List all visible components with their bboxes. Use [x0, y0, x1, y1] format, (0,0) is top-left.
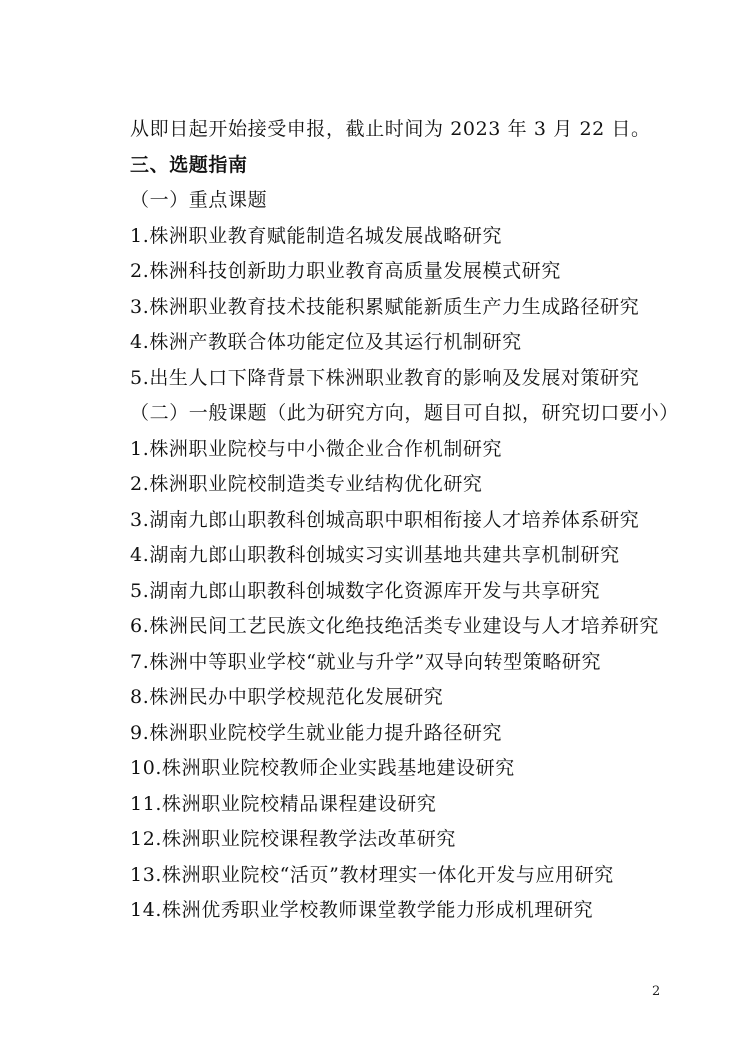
general-topic-item: 5.湖南九郎山职教科创城数字化资源库开发与共享研究 [130, 579, 601, 602]
general-topic-item: 10.株洲职业院校教师企业实践基地建设研究 [130, 757, 515, 779]
general-topic-item: 13.株洲职业院校“活页”教材理实一体化开发与应用研究 [130, 863, 614, 886]
general-topic-item: 6.株洲民间工艺民族文化绝技绝活类专业建设与人才培养研究 [130, 615, 659, 637]
general-topic-item: 7.株洲中等职业学校“就业与升学”双导向转型策略研究 [130, 650, 602, 673]
key-topic-item: 5.出生人口下降背景下株洲职业教育的影响及发展对策研究 [130, 366, 640, 389]
general-topic-item: 12.株洲职业院校课程教学法改革研究 [130, 828, 457, 850]
general-topic-item: 9.株洲职业院校学生就业能力提升路径研究 [130, 721, 503, 744]
key-topic-item: 3.株洲职业教育技术技能积累赋能新质生产力生成路径研究 [130, 295, 640, 318]
intro-line: 从即日起开始接受申报，截止时间为 2023 年 3 月 22 日。 [130, 118, 651, 140]
key-topics-heading: （一）重点课题 [130, 189, 268, 211]
page-number: 2 [652, 984, 661, 999]
general-topic-item: 2.株洲职业院校制造类专业结构优化研究 [130, 473, 483, 495]
general-topic-item: 8.株洲民办中职学校规范化发展研究 [130, 686, 444, 708]
general-topic-item: 14.株洲优秀职业学校教师课堂教学能力形成机理研究 [130, 899, 594, 921]
key-topic-item: 2.株洲科技创新助力职业教育高质量发展模式研究 [130, 260, 561, 282]
page-content [130, 112, 690, 929]
key-topic-item: 1.株洲职业教育赋能制造名城发展战略研究 [130, 224, 503, 247]
general-topic-item: 3.湖南九郎山职教科创城高职中职相衔接人才培养体系研究 [130, 508, 640, 531]
general-topics-heading: （二）一般课题（此为研究方向，题目可自拟，研究切口要小） [130, 402, 679, 424]
section-heading: 三、选题指南 [130, 153, 248, 176]
general-topic-item: 4.湖南九郎山职教科创城实习实训基地共建共享机制研究 [130, 544, 620, 566]
general-topic-item: 11.株洲职业院校精品课程建设研究 [130, 792, 437, 815]
general-topic-item: 1.株洲职业院校与中小微企业合作机制研究 [130, 437, 503, 460]
key-topic-item: 4.株洲产教联合体功能定位及其运行机制研究 [130, 331, 522, 353]
